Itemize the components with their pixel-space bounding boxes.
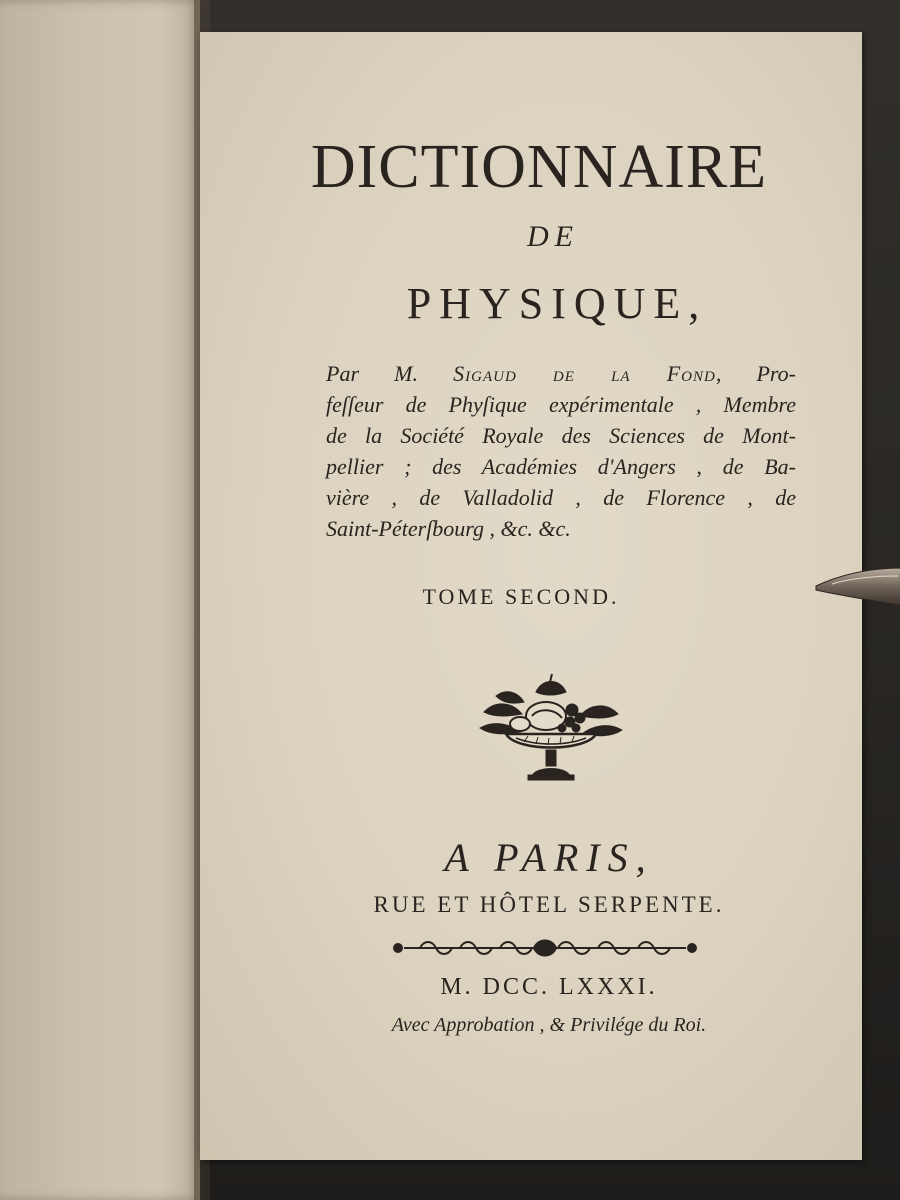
volume-label: TOME SECOND.	[422, 584, 620, 609]
fruit-basket-vignette-icon	[476, 672, 626, 784]
imprint-place: A PARIS,	[444, 835, 654, 880]
author-line	[326, 358, 796, 389]
author-line: Saint-Péterſbourg , &c. &c.	[326, 516, 571, 541]
author-line: feſſeur de Phyſique expérimentale , Membre	[326, 392, 796, 417]
book-subject: PHYSIQUE,	[406, 279, 708, 328]
book-title: DICTIONNAIRE	[310, 133, 768, 201]
title-connector: DE	[527, 220, 579, 253]
author-name: Sigaud de la Fond	[453, 361, 716, 386]
imprint-date: M. DCC. LXXXI.	[440, 974, 658, 1000]
author-line: vière , de Valladolid , de Florence , de	[326, 485, 796, 510]
author-line: pellier ; des Académies d'Angers , de Ba-	[326, 454, 796, 479]
metal-bookmark-icon	[812, 560, 900, 620]
author-line-suffix: , Pro-	[715, 361, 797, 386]
author-line: de la Société Royale des Sciences de Mont-	[326, 423, 796, 448]
author-statement	[326, 358, 796, 544]
title-page	[200, 32, 862, 1160]
facing-blank-page	[0, 0, 200, 1200]
ornamental-rule-icon	[390, 938, 700, 958]
imprint-address: RUE ET HÔTEL SERPENTE.	[373, 892, 725, 917]
royal-privilege: Avec Approbation , & Privilége du Roi.	[391, 1014, 707, 1036]
author-line-prefix: Par M.	[326, 361, 454, 386]
